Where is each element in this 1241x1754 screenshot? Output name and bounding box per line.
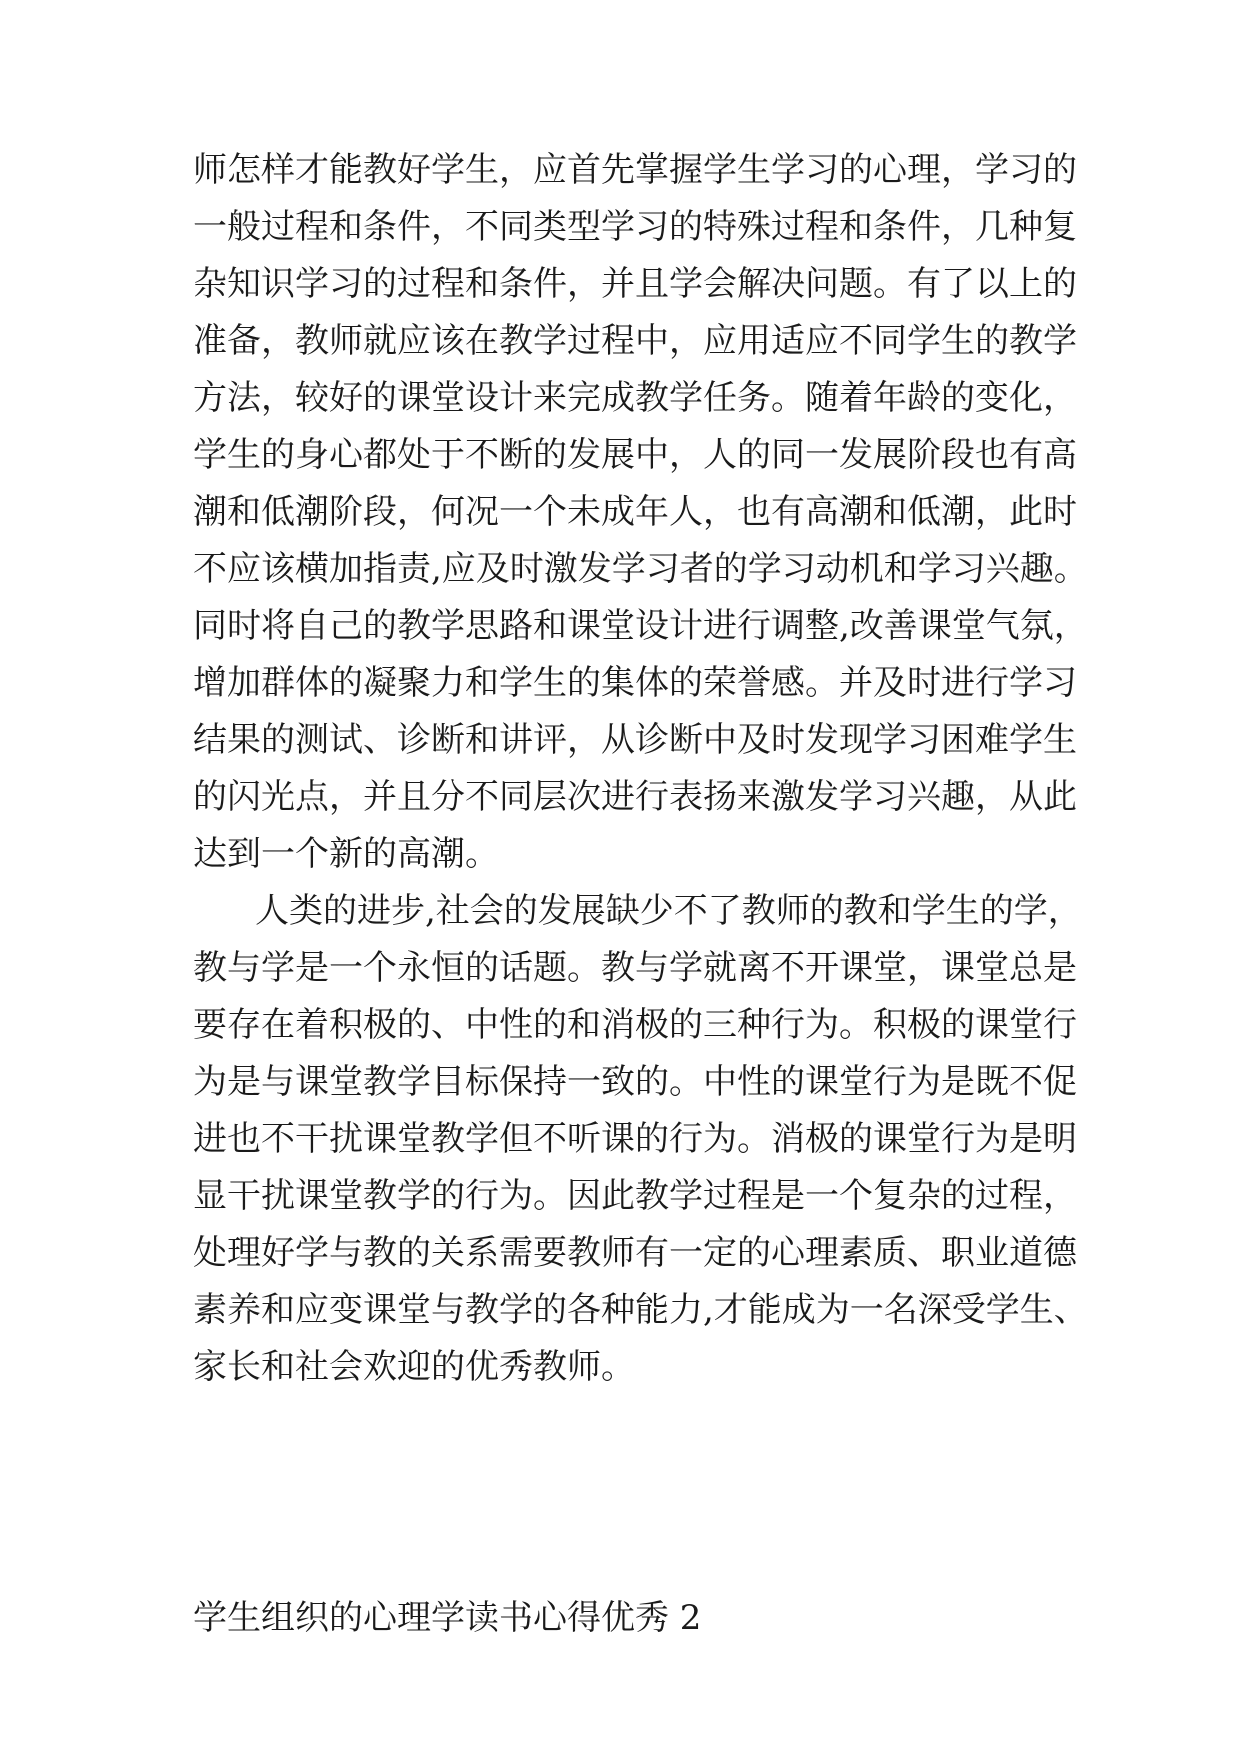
paragraph2-line-6: 显干扰课堂教学的行为。因此教学过程是一个复杂的过程， xyxy=(193,1176,1077,1216)
paragraph1-line-9: 同时将自己的教学思路和课堂设计进行调整,改善课堂气氛， xyxy=(193,606,1088,646)
paragraph2-line-5: 进也不干扰课堂教学但不听课的行为。消极的课堂行为是明 xyxy=(193,1119,1077,1159)
paragraph1-line-8: 不应该横加指责,应及时激发学习者的学习动机和学习兴趣。 xyxy=(193,549,1088,589)
paragraph1-line-11: 结果的测试、诊断和讲评，从诊断中及时发现学习困难学生 xyxy=(193,720,1077,760)
paragraph2-line-1: 人类的进步,社会的发展缺少不了教师的教和学生的学， xyxy=(255,891,1082,931)
paragraph2-line-2: 教与学是一个永恒的话题。教与学就离不开课堂，课堂总是 xyxy=(193,948,1077,988)
paragraph1-line-10: 增加群体的凝聚力和学生的集体的荣誉感。并及时进行学习 xyxy=(193,663,1077,703)
paragraph1-line-13: 达到一个新的高潮。 xyxy=(193,834,499,874)
paragraph1-line-1: 师怎样才能教好学生，应首先掌握学生学习的心理，学习的 xyxy=(193,150,1077,190)
paragraph2-line-3: 要存在着积极的、中性的和消极的三种行为。积极的课堂行 xyxy=(193,1005,1077,1045)
paragraph1-line-12: 的闪光点，并且分不同层次进行表扬来激发学习兴趣，从此 xyxy=(193,777,1077,817)
paragraph1-line-6: 学生的身心都处于不断的发展中，人的同一发展阶段也有高 xyxy=(193,435,1077,475)
paragraph1-line-5: 方法，较好的课堂设计来完成教学任务。随着年龄的变化， xyxy=(193,378,1077,418)
paragraph1-line-7: 潮和低潮阶段，何况一个未成年人，也有高潮和低潮，此时 xyxy=(193,492,1077,532)
section-heading: 学生组织的心理学读书心得优秀 2 xyxy=(193,1598,702,1638)
paragraph2-line-9: 家长和社会欢迎的优秀教师。 xyxy=(193,1347,635,1387)
paragraph2-line-7: 处理好学与教的关系需要教师有一定的心理素质、职业道德 xyxy=(193,1233,1077,1273)
paragraph2-line-4: 为是与课堂教学目标保持一致的。中性的课堂行为是既不促 xyxy=(193,1062,1077,1102)
paragraph1-line-4: 准备，教师就应该在教学过程中，应用适应不同学生的教学 xyxy=(193,321,1077,361)
paragraph2-line-8: 素养和应变课堂与教学的各种能力,才能成为一名深受学生、 xyxy=(193,1290,1088,1330)
paragraph1-line-3: 杂知识学习的过程和条件，并且学会解决问题。有了以上的 xyxy=(193,264,1077,304)
paragraph1-line-2: 一般过程和条件，不同类型学习的特殊过程和条件，几种复 xyxy=(193,207,1077,247)
